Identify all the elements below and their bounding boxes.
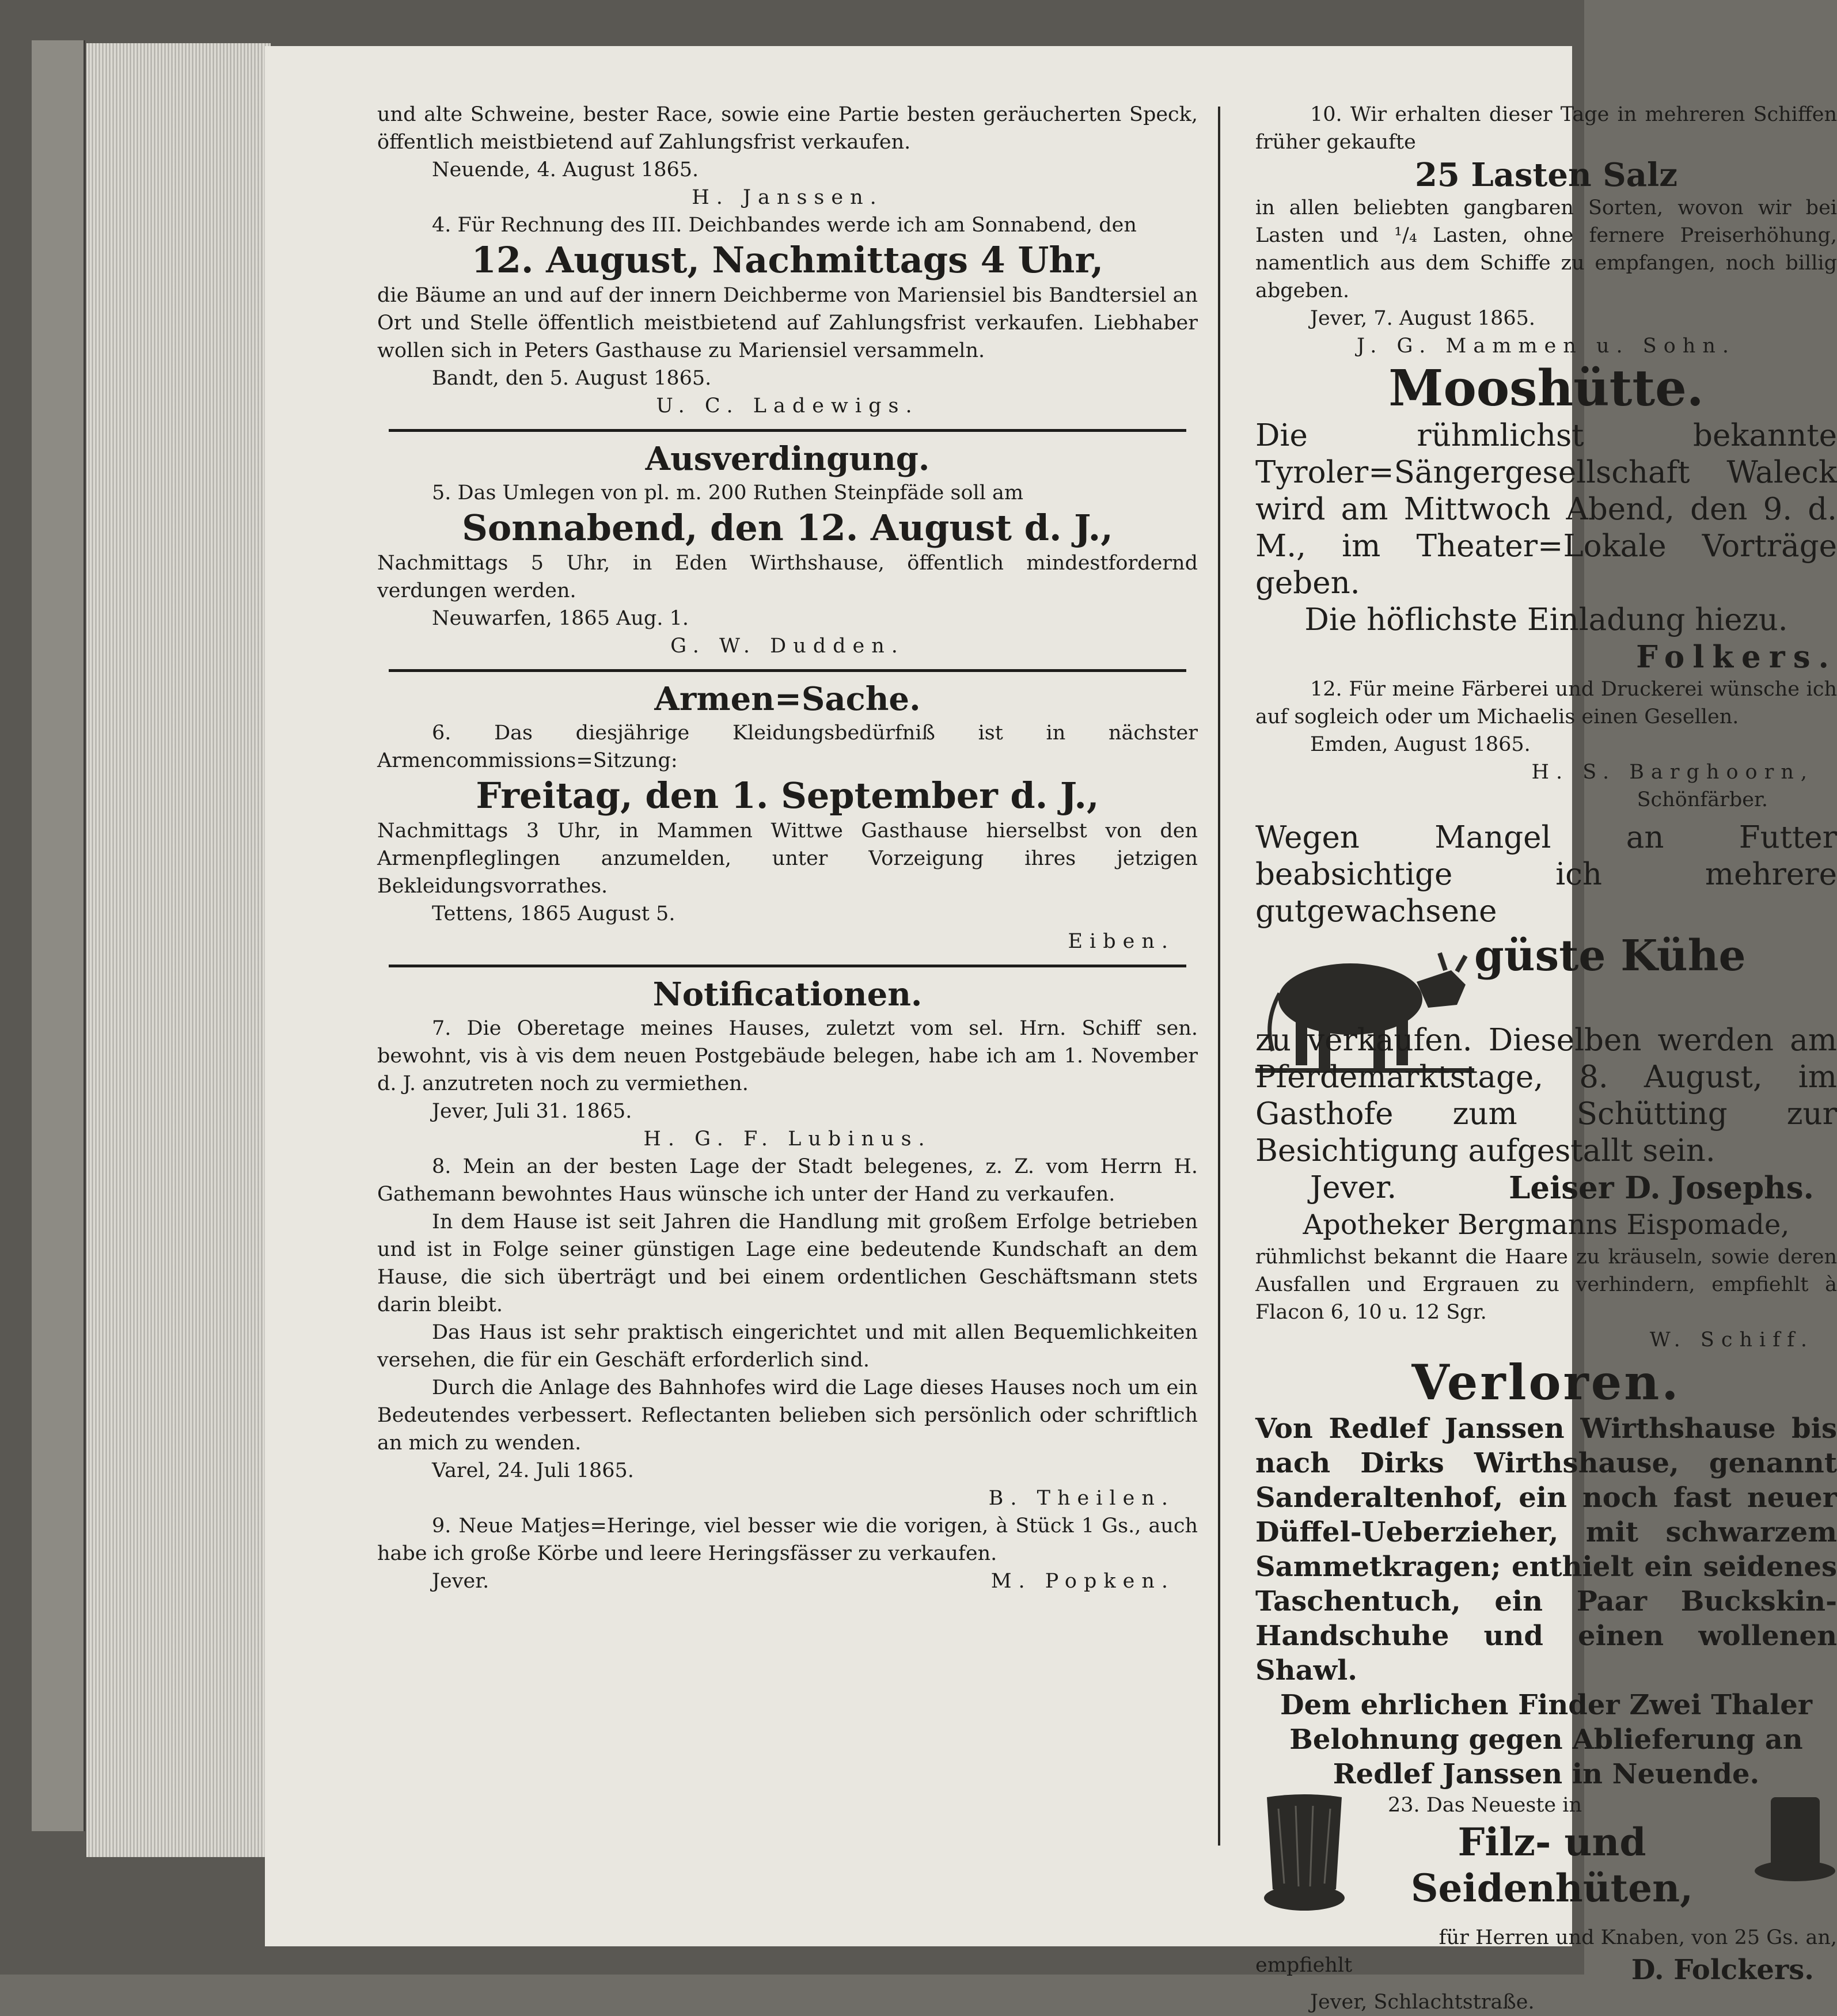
ad-7-signature: H. G. F. Lubinus. <box>643 1127 932 1151</box>
ad-9-footer <box>377 1567 1198 1595</box>
ad-4-intro: 4. Für Rechnung des III. Deichbandes werde ich am Sonnabend, den <box>432 214 1137 237</box>
hats-headline: Filz- und Seidenhüten, <box>1410 1820 1694 1911</box>
ad-10-text: in allen beliebten gangbaren Sorten, wovon wir bei Lasten und ¹/₄ Lasten, ohne fernere Preiserhöhung, namentlich aus dem Schiffe zu empfangen, noch billig abgeben. <box>1255 196 1837 302</box>
top-hat-right-icon <box>1751 1791 1837 1889</box>
newspaper-page <box>265 46 1837 2014</box>
hats-text-block <box>1353 1791 1751 1911</box>
ad-3-signature: H. Janssen. <box>692 186 883 209</box>
ad-4-text: die Bäume an und auf der innern Deichberme von Mariensiel bis Bandtersiel an Ort und Stelle öffentlich meistbietend auf Zahlungsfrist verkaufen. Liebhaber wollen sich in Peters Gasthause zu Mariensiel versammeln. <box>377 284 1198 362</box>
ad-5-signature: G. W. Dudden. <box>670 635 905 658</box>
hats-text: für Herren und Knaben, von 25 Gs. an, <box>1439 1926 1837 1949</box>
mooshuette-signature: Folkers. <box>1636 639 1837 675</box>
hats-intro: 23. Das Neueste in <box>1388 1794 1582 1817</box>
cows-text: zu verkaufen. Dieselben werden am Pferdemarktstage, 8. August, im Gasthofe zum Schütting zur Besichtigung aufgestallt sein. <box>1255 1023 1837 1168</box>
heading-notificationen: Notificationen. <box>652 975 923 1013</box>
ad-6-signature: Eiben. <box>1068 930 1175 953</box>
ad-10-intro: 10. Wir erhalten dieser Tage in mehreren Schiffen früher gekaufte <box>1255 103 1837 154</box>
ad-12-profession: Schönfärber. <box>1637 788 1768 811</box>
hats-address: Jever, Schlachtstraße. <box>1310 1991 1535 2014</box>
pomade-signature: W. Schiff. <box>1649 1328 1814 1351</box>
hats-recommend: empfiehlt <box>1255 1954 1353 1977</box>
ad-3-continuation: und alte Schweine, bester Race, sowie eine Partie besten geräucherten Speck, öffentlich meistbietend auf Zahlungsfrist verkaufen. <box>377 103 1198 154</box>
ad-8-paragraph-3: Das Haus ist sehr praktisch eingerichtet und mit allen Bequemlichkeiten versehen, die für ein Geschäft erforderlich sind. <box>377 1321 1198 1372</box>
hats-signature: D. Folckers. <box>1631 1954 1814 1986</box>
ad-4-date-headline: 12. August, Nachmittags 4 Uhr, <box>471 239 1104 281</box>
top-hat-left-icon <box>1255 1791 1353 1924</box>
ad-7-text: 7. Die Oberetage meines Hauses, zuletzt vom sel. Hrn. Schiff sen. bewohnt, vis à vis dem neuen Postgebäude belegen, habe ich am 1. November d. J. anzutreten noch zu vermiethen. <box>377 1017 1198 1095</box>
pomade-text: rühmlichst bekannt die Haare zu kräuseln, sowie deren Ausfallen und Ergrauen zu verhindern, empfiehlt à Flacon 6, 10 u. 12 Sgr. <box>1255 1246 1837 1324</box>
ad-8-paragraph-1: 8. Mein an der besten Lage der Stadt belegenes, z. Z. vom Herrn H. Gathemann bewohntes Haus wünsche ich unter der Hand zu verkaufen. <box>377 1155 1198 1206</box>
ad-4-signature: U. C. Ladewigs. <box>656 394 919 417</box>
ad-6-date-headline: Freitag, den 1. September d. J., <box>476 774 1099 817</box>
ad-12-signature: H. S. Barghoorn, <box>1531 761 1814 784</box>
ad-7-date: Jever, Juli 31. 1865. <box>432 1100 632 1123</box>
ad-5-date-headline: Sonnabend, den 12. August d. J., <box>462 507 1113 549</box>
column-divider <box>1218 107 1220 1846</box>
ad-10-signature: J. G. Mammen u. Sohn. <box>1356 335 1736 358</box>
left-column <box>377 101 1198 1595</box>
cows-intro: Wegen Mangel an Futter beabsichtige ich mehrere gutgewachsene <box>1255 820 1837 929</box>
ad-6-intro: 6. Das diesjährige Kleidungsbedürfniß ist in nächster Armencommissions=Sitzung: <box>377 722 1198 772</box>
ad-3-date: Neuende, 4. August 1865. <box>432 158 699 181</box>
heading-ausverdingung: Ausverdingung. <box>645 440 930 478</box>
cows-headline: güste Kühe <box>1474 931 1746 981</box>
ad-8-date: Varel, 24. Juli 1865. <box>432 1459 634 1482</box>
section-rule <box>389 965 1186 967</box>
lost-reward: Dem ehrlichen Finder Zwei Thaler Belohnung gegen Ablieferung an Redlef Janssen in Neuende. <box>1280 1689 1813 1790</box>
hats-footer <box>1255 1952 1837 1988</box>
lost-text: Von Redlef Janssen Wirthshause bis nach Dirks Wirthshause, genannt Sanderaltenhof, ein noch fast neuer Düffel-Ueberzieher, mit schwarzem Sammetkragen; enthielt ein seidenes Taschentuch, ein Paar Buckskin-Handschuhe und einen wollenen Shawl. <box>1255 1413 1837 1687</box>
ad-8-signature: B. Theilen. <box>988 1487 1175 1510</box>
ad-5-text: Nachmittags 5 Uhr, in Eden Wirthshause, öffentlich mindestfordernd verdungen werden. <box>377 552 1198 602</box>
cows-signature: Leiser D. Josephs. <box>1509 1170 1814 1206</box>
pomade-headline: Apotheker Bergmanns Eispomade, <box>1303 1209 1790 1241</box>
mooshuette-headline: Mooshütte. <box>1388 359 1704 417</box>
ad-12-date: Emden, August 1865. <box>1310 733 1531 756</box>
ad-5-intro: 5. Das Umlegen von pl. m. 200 Ruthen Steinpfäde soll am <box>432 481 1024 504</box>
page-stack-edges <box>86 43 271 1857</box>
cows-footer <box>1255 1170 1837 1206</box>
ad-9-signature: M. Popken. <box>990 1570 1175 1593</box>
hats-ad <box>1255 1791 1837 1924</box>
ad-6-text: Nachmittags 3 Uhr, in Mammen Wittwe Gasthause hierselbst von den Armenpfleglingen anzumelden, unter Vorzeigung ihres jetzigen Bekleidungsvorrathes. <box>377 819 1198 898</box>
lost-headline: Verloren. <box>1411 1354 1681 1411</box>
right-column <box>1255 101 1837 2016</box>
ad-9-text: 9. Neue Matjes=Heringe, viel besser wie die vorigen, à Stück 1 Gs., auch habe ich große Körbe und leere Heringsfässer zu verkaufen. <box>377 1514 1198 1565</box>
ad-8-paragraph-4: Durch die Anlage des Bahnhofes wird die Lage dieses Hauses noch um ein Bedeutendes verbessert. Reflectanten belieben sich persönlich oder schriftlich an mich zu wenden. <box>377 1376 1198 1455</box>
ad-8-paragraph-2: In dem Hause ist seit Jahren die Handlung mit großem Erfolge betrieben und ist in Folge seiner günstigen Lage eine bedeutende Kundschaft an dem Hause, die sich überträgt und bei einem ordentlichen Geschäftsmann stets darin bleibt. <box>377 1210 1198 1316</box>
ad-4-date: Bandt, den 5. August 1865. <box>432 367 712 390</box>
cows-headline-wrap <box>1474 930 1746 982</box>
book-cover-edge <box>32 40 85 1831</box>
ad-10-date: Jever, 7. August 1865. <box>1310 307 1535 330</box>
ad-10-headline: 25 Lasten Salz <box>1414 156 1678 194</box>
ad-5-date: Neuwarfen, 1865 Aug. 1. <box>432 607 689 630</box>
cows-place: Jever. <box>1310 1170 1397 1205</box>
section-rule <box>389 429 1186 432</box>
mooshuette-invitation: Die höflichste Einladung hiezu. <box>1304 602 1788 637</box>
section-rule <box>389 669 1186 672</box>
mooshuette-text: Die rühmlichst bekannte Tyroler=Sängergesellschaft Waleck wird am Mittwoch Abend, den 9. d. M., im Theater=Lokale Vorträge geben. <box>1255 418 1837 601</box>
ad-6-date: Tettens, 1865 August 5. <box>432 902 675 925</box>
ad-9-place: Jever. <box>432 1570 489 1593</box>
heading-armen-sache: Armen=Sache. <box>654 680 921 718</box>
ad-12-text: 12. Für meine Färberei und Druckerei wünsche ich auf sogleich oder um Michaelis einen Gesellen. <box>1255 678 1837 728</box>
